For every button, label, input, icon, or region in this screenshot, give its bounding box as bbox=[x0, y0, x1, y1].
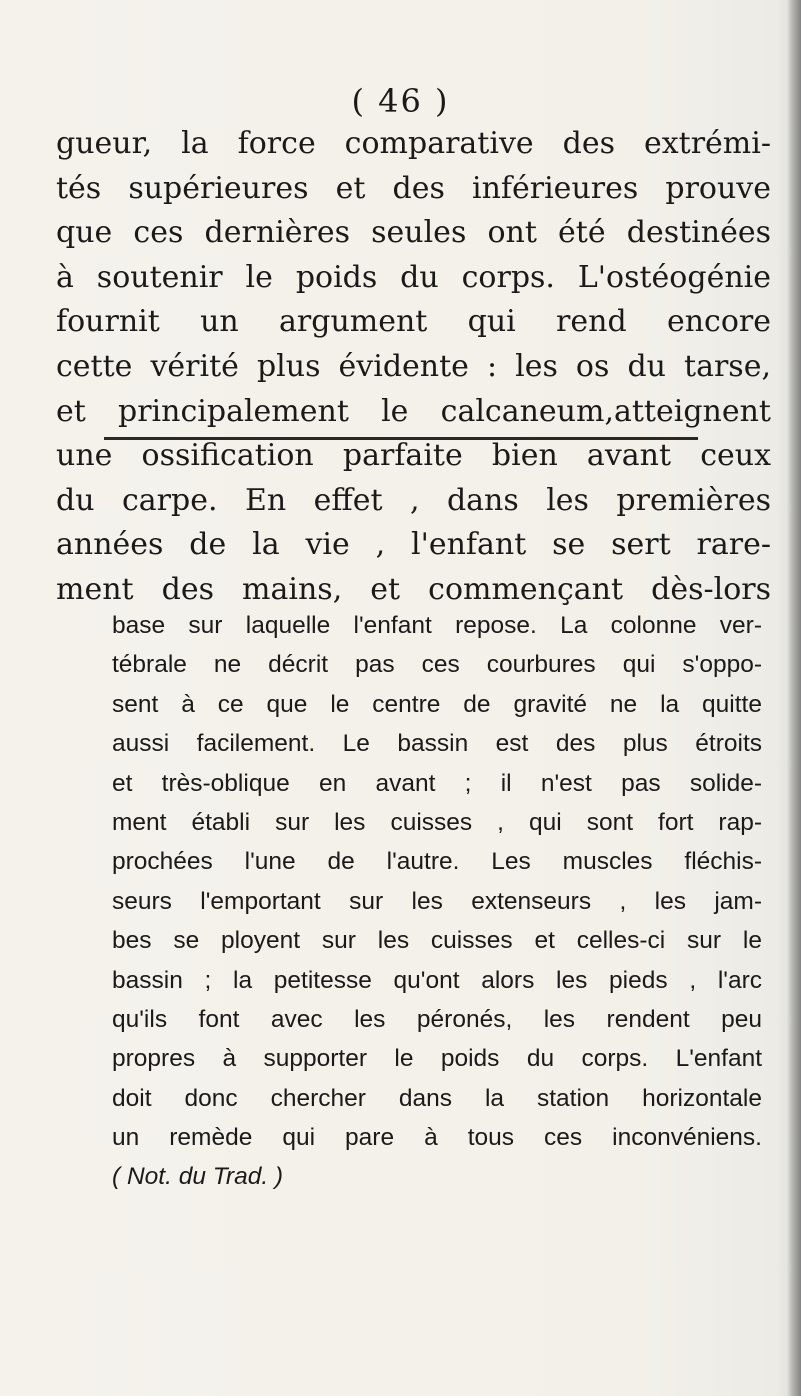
translator-note-attribution: ( Not. du Trad. ) bbox=[112, 1163, 284, 1191]
footnote-line: aussi facilement. Le bassin est des plus étroits bbox=[112, 730, 762, 758]
footnote-line: bassin ; la petitesse qu'ont alors les pieds , l'arc bbox=[112, 966, 762, 994]
footnote-line: prochées l'une de l'autre. Les muscles fléchis- bbox=[112, 848, 762, 876]
footnote-line: ment établi sur les cuisses , qui sont fort rap- bbox=[112, 808, 762, 836]
main-text-line: une ossification parfaite bien avant ceux bbox=[56, 438, 771, 474]
footnote-line: seurs l'emportant sur les extenseurs , les jam- bbox=[112, 887, 762, 915]
main-text-line: tés supérieures et des inférieures prouve bbox=[56, 170, 771, 206]
main-text-block bbox=[56, 122, 771, 613]
footnote-line: et très-oblique en avant ; il n'est pas solide- bbox=[112, 769, 762, 797]
footnote-line: tébrale ne décrit pas ces courbures qui s'oppo- bbox=[112, 651, 762, 679]
footnote-separator-rule bbox=[104, 437, 698, 440]
main-text-line: ment des mains, et commençant dès-lors bbox=[56, 571, 771, 607]
footnote-line: bes se ployent sur les cuisses et celles-ci sur le bbox=[112, 927, 762, 955]
footnote-line: qu'ils font avec les péronés, les rendent peu bbox=[112, 1005, 762, 1033]
main-text-line: cette vérité plus évidente : les os du tarse, bbox=[56, 348, 771, 384]
main-text-line: gueur, la force comparative des extrémi- bbox=[56, 126, 771, 161]
main-text-line: et principalement le calcaneum,atteignent bbox=[56, 393, 771, 429]
main-text-line: fournit un argument qui rend encore bbox=[56, 304, 771, 340]
footnote-line: propres à supporter le poids du corps. L'enfant bbox=[112, 1045, 762, 1073]
main-text-line: du carpe. En effet , dans les premières bbox=[56, 482, 771, 518]
page-edge-shadow bbox=[787, 0, 801, 1396]
main-text-line: que ces dernières seules ont été destinées bbox=[56, 215, 771, 251]
page-number: ( 46 ) bbox=[351, 82, 450, 120]
main-text-line: années de la vie , l'enfant se sert rare- bbox=[56, 527, 771, 563]
footnote-line: sent à ce que le centre de gravité ne la quitte bbox=[112, 690, 762, 718]
footnote-line: base sur laquelle l'enfant repose. La colonne ver- bbox=[112, 612, 762, 639]
footnote-line: un remède qui pare à tous ces inconvéniens. bbox=[112, 1124, 762, 1152]
footnote-line: doit donc chercher dans la station horizontale bbox=[112, 1084, 762, 1112]
main-text-line: à soutenir le poids du corps. L'ostéogénie bbox=[56, 259, 771, 295]
footnote-block bbox=[112, 606, 762, 1197]
